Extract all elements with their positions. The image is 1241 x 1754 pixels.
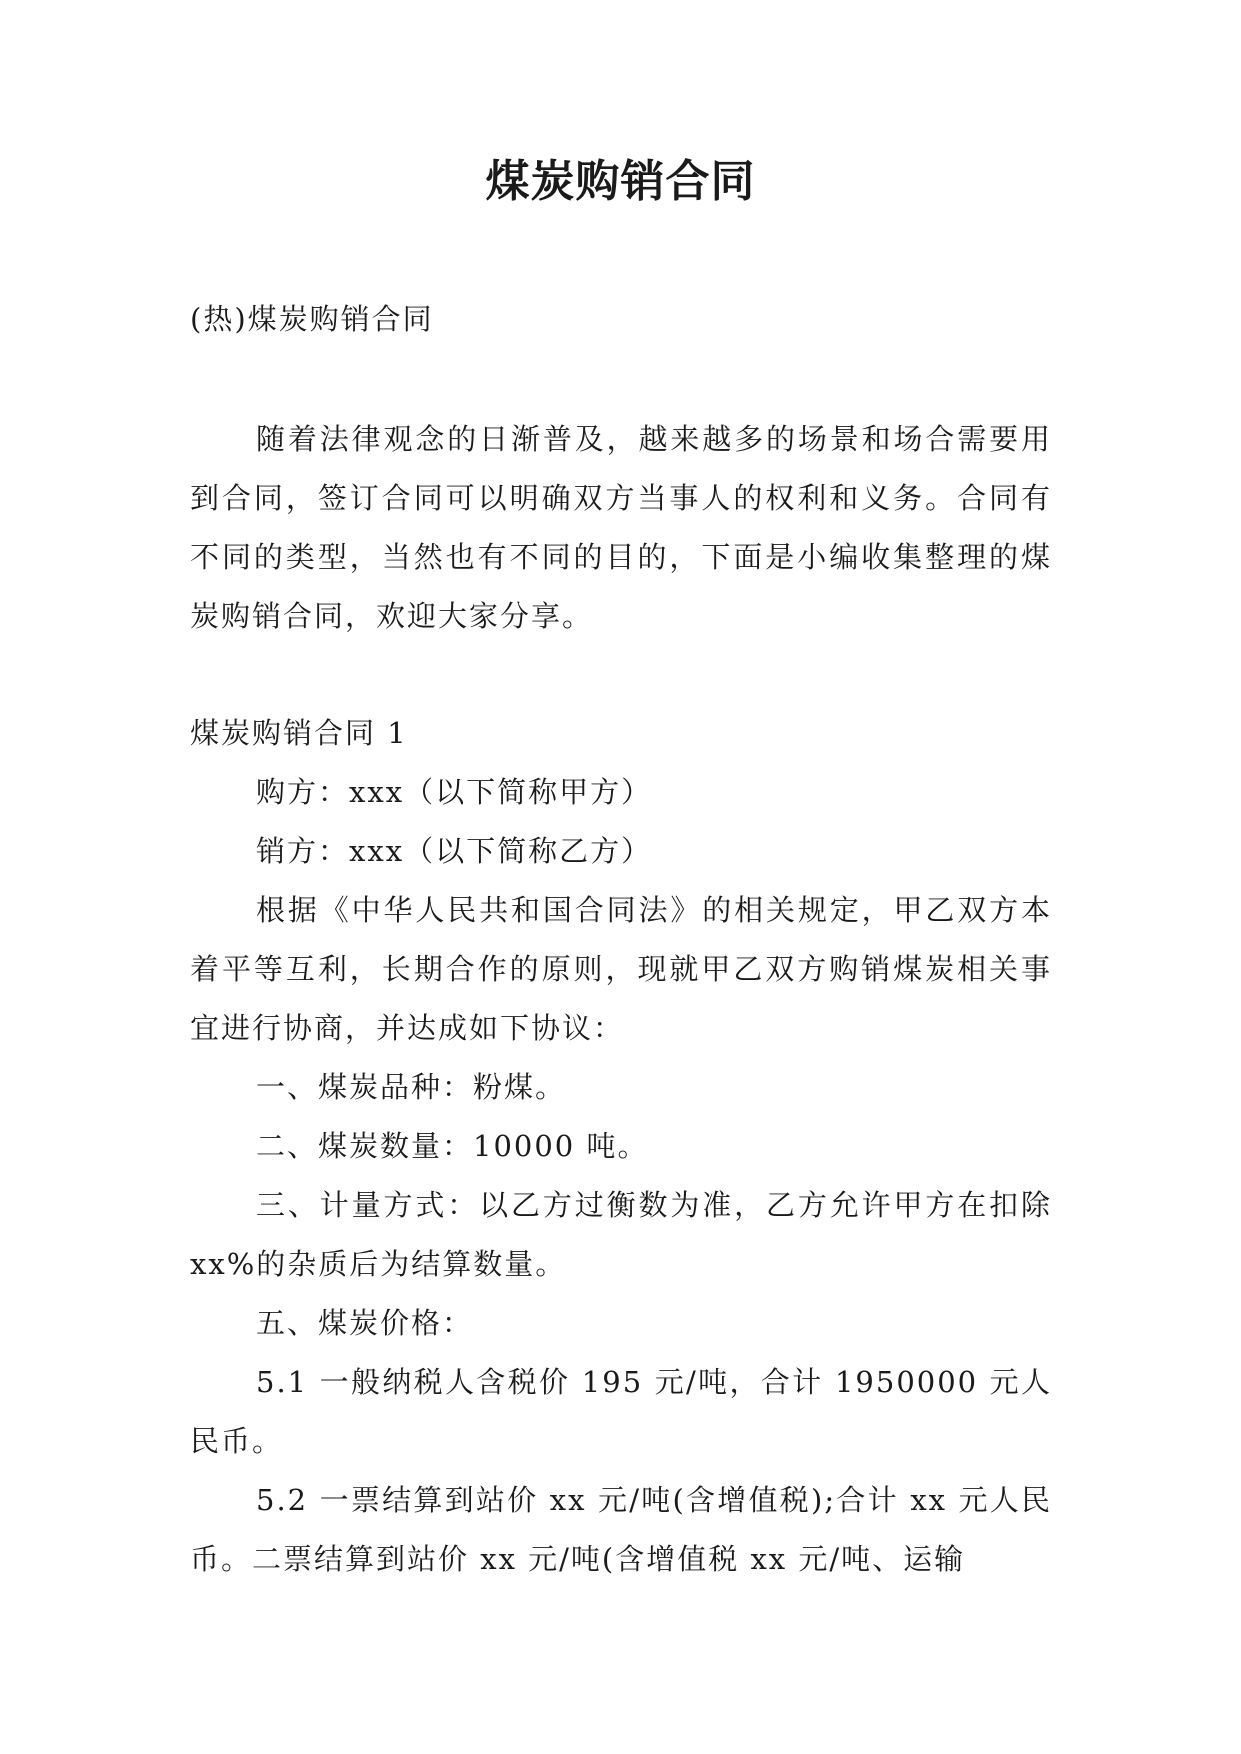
section-heading: 煤炭购销合同 1 (190, 716, 408, 750)
buyer-line: 购方：xxx（以下简称甲方） (256, 775, 653, 809)
document-subtitle: (热)煤炭购销合同 (190, 302, 434, 336)
clause-5-1: 5.1 一般纳税人含税价 195 元/吨，合计 1950000 元人民币。 (190, 1365, 1052, 1458)
clause-5-2: 5.2 一票结算到站价 xx 元/吨(含增值税);合计 xx 元人民币。二票结算到站价 xx 元/吨(含增值税 xx 元/吨、运输 (190, 1483, 1052, 1576)
spacer (190, 646, 1052, 704)
clause-2: 二、煤炭数量：10000 吨。 (256, 1129, 649, 1163)
clause-1: 一、煤炭品种：粉煤。 (256, 1070, 567, 1104)
intro-paragraph: 随着法律观念的日渐普及，越来越多的场景和场合需要用到合同，签订合同可以明确双方当事人的权利和义务。合同有不同的类型，当然也有不同的目的，下面是小编收集整理的煤炭购销合同，欢迎大家分享。 (190, 422, 1052, 633)
seller-line: 销方：xxx（以下简称乙方） (256, 834, 653, 868)
clause-3: 三、计量方式：以乙方过衡数为准，乙方允许甲方在扣除 xx%的杂质后为结算数量。 (190, 1188, 1052, 1281)
clause-5: 五、煤炭价格： (256, 1306, 474, 1340)
document-body (190, 290, 1052, 1589)
spacer (190, 349, 1052, 410)
document-title: 煤炭购销合同 (485, 156, 756, 207)
preamble-paragraph: 根据《中华人民共和国合同法》的相关规定，甲乙双方本着平等互利，长期合作的原则，现就甲乙双方购销煤炭相关事宜进行协商，并达成如下协议： (190, 893, 1052, 1045)
